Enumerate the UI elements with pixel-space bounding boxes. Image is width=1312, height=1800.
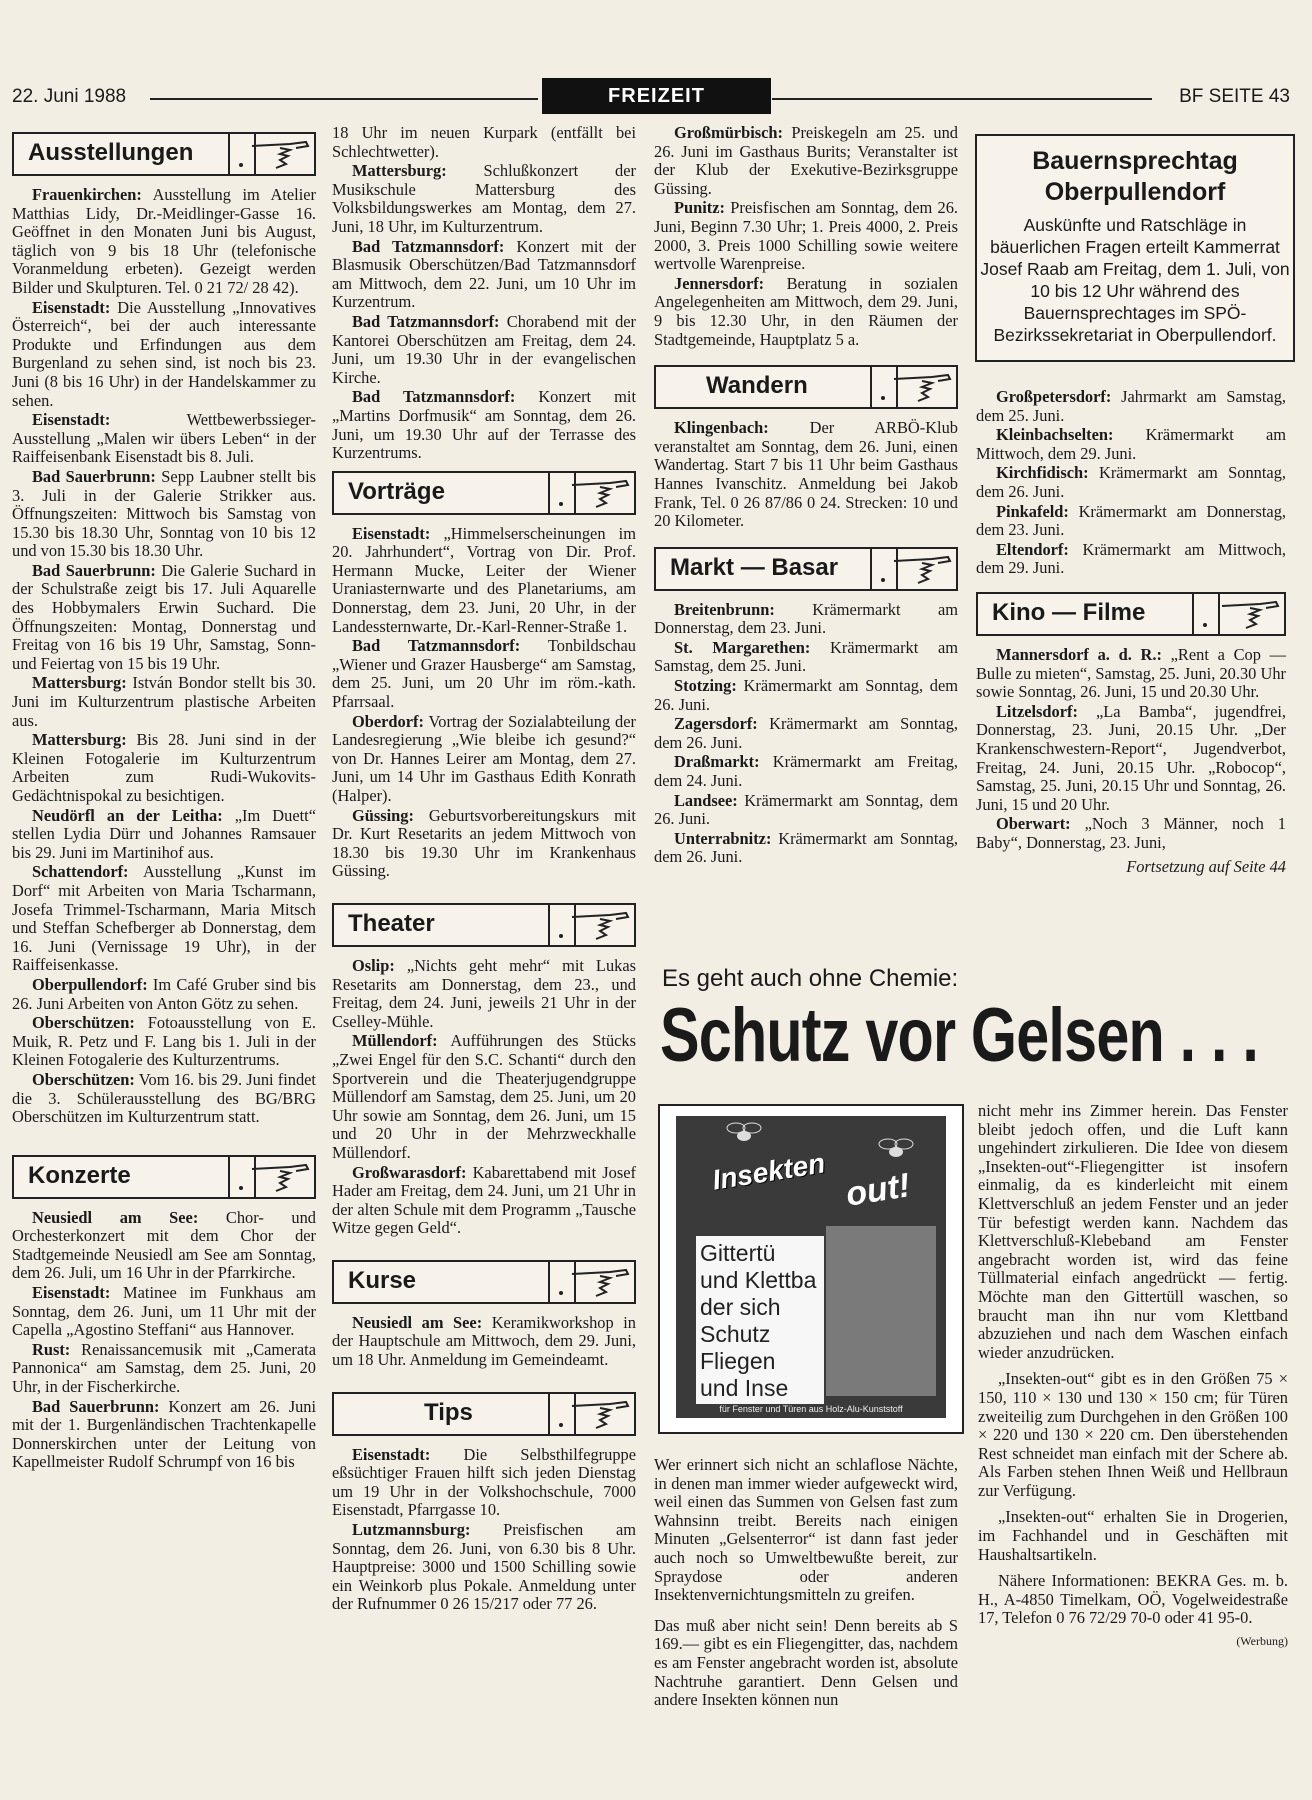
listing-place: Bad Sauerbrunn:: [32, 1396, 160, 1416]
ad-text-right: [978, 1102, 1288, 1652]
listing-text: „Rent a Cop — Bulle zu mieten“, Samstag, 25. Juni, 20.30 Uhr sowie Sonntag, 26. Juni, 15 und 20.30 Uhr.: [976, 644, 1286, 702]
photo-package: [676, 1116, 946, 1418]
listing-entry: [12, 731, 316, 805]
listing-place: Mattersburg:: [32, 730, 127, 750]
section-heading: Markt — Basar: [670, 553, 839, 581]
listing-entry: [654, 419, 958, 531]
listing-entry: [976, 815, 1286, 852]
listing-place: St. Margarethen:: [674, 637, 811, 657]
continued-text: 18 Uhr im neuen Kurpark (entfällt bei Schlechtwetter).: [332, 123, 636, 161]
column-4: [976, 388, 1286, 878]
ad-label: (Werbung): [1236, 1634, 1288, 1649]
ad-headline: Schutz vor Gelsen . . .: [660, 993, 1259, 1078]
listing-place: Draßmarkt:: [674, 752, 760, 772]
listing-entry: [332, 388, 636, 462]
tips-list: [332, 1446, 636, 1614]
ad-paragraph: Das muß aber nicht sein! Denn bereits ab S 169.— gibt es ein Fliegengitter, das, nachdem es am Fenster angebracht worden ist, absolute Nachtruhe garantiert. Denn Gelsen und andere Insekten können nun: [654, 1615, 958, 1710]
listing-text: Vortrag der Sozialabteilung der Landesregierung „Wie bleibe ich gesund?“ von Dr. Hannes Leirer am Montag, dem 27. Juni, um 14 Uhr im Gasthaus Edith Konrath (Halper).: [332, 711, 636, 805]
listing-entry: [12, 1209, 316, 1283]
listing-entry: [332, 1446, 636, 1520]
photo-woman-at-window: [826, 1226, 936, 1396]
listing-text: Aufführungen des Stücks „Zwei Engel für den S.C. Schanti“ durch den Sportverein und die Theaterjugendgruppe Müllendorf am Samstag, dem 25. Juni, um 20 Uhr sowie am Sonntag, dem 26. Juni, um 15 und 20 Uhr in der Mehrzweckhalle Müllendorf.: [332, 1031, 636, 1162]
listing-place: Unterrabnitz:: [674, 828, 772, 848]
box-text: Auskünfte und Ratschläge in bäuerlichen Fragen erteilt Kammerrat Josef Raab am Freitag, dem 1. Juli, von 10 bis 12 Uhr während des Bauernsprechtages im SPÖ-Bezirkssekretariat in Oberpullendorf.: [980, 215, 1290, 345]
header-rule-right: [772, 98, 1152, 100]
listing-place: Großmürbisch:: [674, 123, 783, 142]
listing-place: Güssing:: [352, 805, 414, 825]
listing-entry: [976, 703, 1286, 815]
listing-place: Bad Tatzmannsdorf:: [352, 236, 505, 256]
section-header-kino: [976, 592, 1286, 636]
markt-list: [654, 601, 958, 867]
section-header-markt: [654, 547, 958, 591]
section-header-vortraege: [332, 471, 636, 515]
listing-place: Frauenkirchen:: [32, 185, 142, 204]
section-header-theater: [332, 903, 636, 947]
listing-text: Vom 16. bis 29. Juni findet die 3. Schülerausstellung des BG/BRG Oberschützen im Kulturzentrum statt.: [12, 1069, 316, 1127]
listing-entry: [654, 792, 958, 829]
bauernsprechtag-box: [975, 134, 1295, 362]
listing-text: Krämermarkt am Donnerstag, dem 23. Juni.: [976, 501, 1286, 540]
listing-text: Krämermarkt am Sonntag, dem 26. Juni.: [654, 714, 958, 752]
tips-continued-list: [654, 124, 958, 349]
listing-place: Pinkafeld:: [996, 501, 1069, 521]
pointing-hand-icon: [250, 1161, 310, 1193]
listing-place: Jennersdorf:: [674, 273, 765, 293]
maerkte-list: [976, 388, 1286, 578]
listing-entry: [976, 426, 1286, 463]
listing-text: Tonbildschau „Wiener und Grazer Hausberge“ am Samstag, dem 25. Juni, um 20 Uhr im röm.-kath. Pfarrsaal.: [332, 636, 636, 712]
listing-text: Konzert mit „Martins Dorfmusik“ am Sonntag, dem 26. Juni, um 19.30 Uhr auf der Terrasse des Kurzentrums.: [332, 387, 636, 463]
pointing-hand-icon: [570, 1266, 630, 1298]
listing-text: Wettbewerbssieger-Ausstellung „Malen wir übers Leben“ in der Raiffeisenbank Eisenstadt bis 8. Juli.: [12, 410, 316, 467]
listing-text: Geburtsvorbereitungskurs mit Dr. Kurt Resetarits an jedem Mittwoch von 18.30 bis 19.30 Uhr im Krankenhaus Güssing.: [332, 805, 636, 881]
ad-paragraph: Wer erinnert sich nicht an schlaflose Nächte, in denen man immer wieder aufgeweckt wird, weil einen das Summen von Gelsen fast zum Wahnsinn treibt. Bereits nach einigen Minuten „Gelsenterror“ ist dann fast jeder auch noch so Umweltbewußte bereit, zur Spraydose oder anderen Insektenvernichtungsmitteln zu greifen.: [654, 1455, 958, 1605]
listing-place: Rust:: [32, 1339, 71, 1359]
pointing-hand-icon: [892, 553, 952, 585]
listing-entry: [976, 388, 1286, 425]
section-header-kurse: [332, 1260, 636, 1304]
divider: [1192, 594, 1220, 634]
listing-entry: [332, 1164, 636, 1238]
fly-icon: [724, 1120, 764, 1148]
listing-text: Krämermarkt am Samstag, dem 25. Juni.: [654, 637, 958, 676]
listing-place: Kirchfidisch:: [996, 463, 1089, 483]
section-header-konzerte: [12, 1155, 316, 1199]
listing-text: Sepp Laubner stellt bis 3. Juli in der Galerie Strikker aus. Öffnungszeiten: Mittwoch bis Samstag von 15.30 bis 18.30 Uhr, Sonntag von 10 bis 12 und von 15.30 bis 18.30 Uhr.: [12, 466, 316, 561]
listing-text: Krämermarkt am Sonntag, dem 26. Juni.: [654, 828, 958, 867]
listing-text: „Im Duett“ stellen Lydia Dürr und Johannes Ramsauer bis 29. Juni im Martinihof aus.: [12, 805, 316, 862]
listing-entry: [976, 646, 1286, 702]
listing-text: Beratung in sozialen Angelegenheiten am Mittwoch, dem 29. Juni, 9 bis 12.30 Uhr, in den Räumen der Stadtgemeinde, Hauptplatz 5 a.: [654, 273, 958, 349]
listing-entry: [12, 976, 316, 1013]
listing-text: Preisfischen am Sonntag, dem 26. Juni, von 6.30 bis 8 Uhr. Hauptpreise: 3000 und 1500 Schilling sowie ein Weinkorb plus Pokale. Anmeldung unter der Rufnummer 0 26 15/217 oder 77 26.: [332, 1520, 636, 1614]
section-heading: Ausstellungen: [28, 139, 194, 166]
listing-entry: [654, 199, 958, 273]
listing-place: Oberwart:: [996, 814, 1071, 834]
listing-text: Konzert am 26. Juni mit der 1. Burgenländischen Trachtenkapelle Donnerskirchen unter der Leitung von Kapellmeister Rudolf Schrumpf von 16 bis: [12, 1396, 317, 1472]
listing-text: Preisfischen am Sonntag, dem 26. Juni, Beginn 7.30 Uhr; 1. Preis 4000, 2. Preis 2000, 3. Preis 1000 Schilling sowie weitere wertvolle Warenpreise.: [654, 198, 958, 274]
listing-entry: [332, 957, 636, 1031]
listing-place: Müllendorf:: [352, 1031, 438, 1051]
listing-entry: [12, 468, 316, 561]
listing-place: Bad Tatzmannsdorf:: [352, 636, 521, 656]
listing-place: Großwarasdorf:: [352, 1162, 467, 1182]
listing-entry: [12, 807, 316, 863]
listing-place: Eisenstadt:: [32, 1283, 111, 1303]
konzerte-continued-list: [332, 162, 636, 463]
listing-place: Oberschützen:: [32, 1069, 135, 1089]
listing-entry: [654, 830, 958, 867]
page-header: [12, 78, 1312, 114]
listing-text: Kabarettabend mit Josef Hader am Freitag, dem 24. Juni, um 21 Uhr in der alten Schule mit dem Programm „Tausche Witze gegen Geld“.: [332, 1162, 636, 1238]
ad-text-left: [654, 1456, 958, 1711]
listing-place: Mattersburg:: [32, 673, 127, 693]
listing-place: Stotzing:: [674, 676, 737, 696]
listing-place: Kleinbachselten:: [996, 425, 1114, 445]
ad-paragraph: Nähere Informationen: BEKRA Ges. m. b. H., A-4850 Timelkam, OÖ, Vogelweidestraße 17, Telefon 0 76 72/29 70-0 oder 41 95-0.: [978, 1571, 1288, 1628]
fly-icon: [876, 1136, 916, 1164]
listing-entry: [976, 464, 1286, 501]
listing-entry: [654, 275, 958, 349]
listing-text: „La Bamba“, jugendfrei, Donnerstag, 23. Juni, 20.15 Uhr. „Der Krankenschwestern-Report“, Jugendverbot, Freitag, 24. Juni, 20.15 Uhr. „Robocop“, Samstag, 25. Juni, 20.15 Uhr und Sonntag, 26. Juni, 15 und 20 Uhr.: [976, 701, 1286, 814]
pointing-hand-icon: [1220, 598, 1280, 630]
listing-entry: [654, 601, 958, 638]
listing-entry: [12, 1014, 316, 1070]
continued-note: Fortsetzung auf Seite 44: [1126, 857, 1286, 877]
listing-place: Bad Sauerbrunn:: [32, 560, 156, 580]
section-heading: Kino — Filme: [992, 598, 1146, 626]
section-heading: Tips: [424, 1398, 473, 1426]
listing-place: Lutzmannsburg:: [352, 1520, 471, 1540]
listing-text: „Nichts geht mehr“ mit Lukas Resetarits am Donnerstag, dem 23., und Freitag, dem 24. Juni, jeweils 21 Uhr in der Cselley-Mühle.: [332, 955, 636, 1031]
listing-entry: [12, 1398, 316, 1472]
listing-text: Keramikworkshop in der Hauptschule am Mittwoch, dem 29. Juni, um 18 Uhr. Anmeldung im Gemeindeamt.: [332, 1312, 636, 1370]
listing-place: Bad Tatzmannsdorf:: [352, 311, 500, 331]
package-title: Insekten: [710, 1147, 828, 1196]
listing-entry: [332, 637, 636, 711]
listing-text: Ausstellung „Kunst im Dorf“ mit Arbeiten von Maria Tscharmann, Josefa Trimmel-Tscharmann, Maria Mitsch und Steffan Schefberger ab Donnerstag, dem 16. Juni (Vernissage 19 Uhr), in der Raiffeisenkasse.: [12, 862, 316, 975]
listing-entry: [332, 1521, 636, 1614]
section-header-wandern: [654, 365, 958, 409]
listing-text: Die Galerie Suchard in der Schulstraße zeigt bis 17. Juli Aquarelle des Hobbymalers Erwin Suchard. Die Öffnungszeiten: Montag, Donnerstag und Freitag von 16 bis 19 Uhr, Samstag, Sonn- und Feiertag von 15 bis 19 Uhr.: [12, 560, 317, 673]
listing-text: Bis 28. Juni sind in der Kleinen Fotogalerie im Kulturzentrum Arbeiten zum Rudi-Wukovits-Gedächtnispokal zu besichtigen.: [12, 730, 316, 805]
listing-entry: [332, 1032, 636, 1162]
listing-place: Landsee:: [674, 790, 738, 810]
product-photo: [658, 1104, 964, 1434]
pointing-hand-icon: [250, 138, 310, 170]
listing-place: Mannersdorf a. d. R.:: [996, 644, 1162, 664]
listing-text: Fotoausstellung von E. Muik, R. Petz und F. Lang bis 1. Juli in der Kleinen Fotogalerie des Kulturzentrums.: [12, 1013, 316, 1070]
listing-entry: [654, 124, 958, 198]
listing-place: Punitz:: [674, 198, 725, 218]
listing-entry: [332, 713, 636, 806]
listing-entry: [332, 162, 636, 236]
listing-text: „Himmelserscheinungen im 20. Jahrhundert“, Vortrag von Dir. Prof. Hermann Mucke, Leiter der Wiener Uraniasternwarte und des Planetariums, am Donnerstag, dem 23. Juni, 20 Uhr, in der Landessternwarte, Dr.-Karl-Renner-Straße 1.: [332, 523, 636, 636]
section-heading: Konzerte: [28, 1161, 131, 1189]
listing-place: Eisenstadt:: [352, 523, 431, 543]
listing-entry: [332, 807, 636, 881]
listing-place: Bad Sauerbrunn:: [32, 466, 156, 486]
listing-place: Neusiedl am See:: [352, 1312, 483, 1332]
listing-text: Chor- und Orchesterkonzert mit dem Chor der Stadtgemeinde Neusiedl am See am Sonntag, dem 26. Juli, um 16 Uhr in der Pfarrkirche.: [12, 1207, 316, 1283]
page-number: BF SEITE 43: [1179, 86, 1290, 107]
listing-text: Krämermarkt am Freitag, dem 24. Juni.: [654, 752, 958, 791]
pointing-hand-icon: [570, 909, 630, 941]
section-title: FREIZEIT: [542, 78, 771, 114]
box-title: Bauernsprechtag Oberpullendorf: [1032, 147, 1238, 206]
wandern-list: [654, 419, 958, 531]
listing-entry: [12, 562, 316, 674]
listing-text: Preiskegeln am 25. und 26. Juni im Gasthaus Burits; Veranstalter ist der Klub der Exekutive-Bezirksgruppe Güssing.: [654, 123, 958, 198]
listing-text: Ausstellung im Atelier Matthias Lidy, Dr.-Meidlinger-Gasse 16. Geöffnet in den Monaten Juni bis August, täglich von 9 bis 18 Uhr (telefonische Voranmeldung erbeten). Gezeigt werden Bilder und Skulpturen. Tel. 0 21 72/ 28 42).: [12, 185, 316, 297]
ad-paragraph: „Insekten-out“ gibt es in den Größen 75 × 150, 110 × 130 und 130 × 150 cm; für Türen zweiteilig zum Durchgehen in den Größen 100 × 220 und 130 × 220 cm. Den überstehenden Rest schneidet man einfach mit der Schere ab. Als Farben stehen Ihnen Weiß und Hellbraun zur Verfügung.: [978, 1369, 1288, 1500]
listing-entry: [332, 1314, 636, 1370]
listing-text: Chorabend mit der Kantorei Oberschützen am Freitag, dem 24. Juni, um 19.30 Uhr in der evangelischen Kirche.: [332, 311, 636, 387]
package-footer: für Fenster und Türen aus Holz-Alu-Kunststoff: [719, 1404, 903, 1414]
listing-text: István Bondor stellt bis 30. Juni im Kulturzentrum plastische Arbeiten aus.: [12, 673, 316, 730]
column-2: [332, 124, 636, 1615]
pointing-hand-icon: [570, 1398, 630, 1430]
listing-entry: [332, 313, 636, 387]
listing-place: Mattersburg:: [352, 161, 447, 181]
listing-place: Eisenstadt:: [32, 297, 111, 317]
listing-text: Krämermarkt am Mittwoch, dem 29. Juni.: [976, 539, 1286, 578]
kurse-list: [332, 1314, 636, 1370]
listing-place: Litzelsdorf:: [996, 701, 1078, 721]
package-text: Gittertü und Klettba der sich Schutz Fliegen und Inse: [696, 1236, 824, 1404]
listing-place: Oberpullendorf:: [32, 974, 148, 994]
section-header-ausstellungen: [12, 132, 316, 176]
listing-place: Neudörfl an der Leitha:: [32, 805, 223, 825]
konzerte-list: [12, 1209, 316, 1472]
ad-paragraph: nicht mehr ins Zimmer herein. Das Fenster bleibt jedoch offen, und die Luft kann ungehindert zirkulieren. Die Idee von diesem „Insekten-out“-Fliegengitter ist insofern einmalig, da es kinderleicht mit einem Klettverschluß an jedem Fenster und an jeder Tür befestigt werden kann. Nachdem das Klettverschluß-Klebeband am Fenster angebracht worden ist, wird das feine Tüllmaterial einfach angedrückt — fertig. Möchte man den Gittertüll waschen, so braucht man ihn nur vom Klettband abzuziehen und nach dem Waschen einfach wieder anzudrücken.: [978, 1101, 1288, 1362]
issue-date: 22. Juni 1988: [12, 86, 127, 107]
listing-entry: [12, 674, 316, 730]
section-heading: Kurse: [348, 1266, 417, 1294]
section-heading: Theater: [348, 909, 435, 937]
section-header-tips: [332, 1392, 636, 1436]
section-heading: Vorträge: [348, 477, 445, 505]
listing-entry: [12, 411, 316, 467]
listing-entry: [12, 1284, 316, 1340]
column-1: [12, 124, 316, 1473]
listing-text: Krämermarkt am Sonntag, dem 26. Juni.: [654, 676, 958, 714]
vortraege-list: [332, 525, 636, 881]
listing-place: Breitenbrunn:: [674, 599, 775, 619]
listing-place: Eisenstadt:: [32, 410, 111, 430]
listing-place: Neusiedl am See:: [32, 1207, 199, 1227]
package-title-out: out!: [843, 1166, 913, 1214]
listing-entry: [12, 1071, 316, 1127]
listing-text: „Noch 3 Männer, noch 1 Baby“, Donnerstag, 23. Juni,: [976, 814, 1286, 852]
listing-text: Renaissancemusik mit „Camerata Pannonica“ am Samstag, dem 25. Juni, 20 Uhr, in der Fischerkirche.: [12, 1339, 316, 1397]
listing-entry: [654, 639, 958, 676]
ad-paragraph: „Insekten-out“ erhalten Sie in Drogerien, im Fachhandel und in Geschäften mit Haushaltsartikeln.: [978, 1507, 1288, 1564]
listing-text: Jahrmarkt am Samstag, dem 25. Juni.: [976, 387, 1286, 425]
listing-place: Großpetersdorf:: [996, 387, 1112, 406]
listing-entry: [654, 753, 958, 790]
kino-list: [976, 646, 1286, 853]
listing-text: Die Selbsthilfegruppe eßsüchtiger Frauen hilft sich jeden Dienstag um 19 Uhr in der Volkshochschule, 7000 Eisenstadt, Pfarrgasse 10.: [332, 1444, 636, 1520]
pointing-hand-icon: [570, 477, 630, 509]
section-heading: Wandern: [706, 372, 808, 400]
listing-place: Schattendorf:: [32, 862, 129, 882]
listing-text: Konzert mit der Blasmusik Oberschützen/Bad Tatzmannsdorf am Mittwoch, dem 22. Juni, um 10 Uhr im Kurzentrum.: [332, 236, 636, 312]
listing-text: Krämermarkt am Mittwoch, dem 29. Juni.: [976, 425, 1286, 463]
listing-text: Krämermarkt am Sonntag, dem 26. Juni.: [976, 463, 1286, 501]
listing-entry: [976, 541, 1286, 578]
listing-text: Der ARBÖ-Klub veranstaltet am Sonntag, dem 26. Juni, einen Wandertag. Start 7 bis 11 Uhr beim Gasthaus Hannes Ivanschitz. Anmeldung bei Jakob Frank, Tel. 0 26 87/86 0 24. Strecken: 10 und 20 Kilometer.: [654, 418, 958, 531]
listing-place: Oberschützen:: [32, 1013, 135, 1033]
listing-place: Klingenbach:: [674, 418, 769, 438]
listing-text: Im Café Gruber sind bis 26. Juni Arbeiten von Anton Götz zu sehen.: [12, 974, 316, 1013]
pointing-hand-icon: [892, 371, 952, 403]
listing-place: Eltendorf:: [996, 539, 1069, 559]
ausstellungen-list: [12, 186, 316, 1127]
listing-entry: [12, 299, 316, 411]
listing-text: Krämermarkt am Donnerstag, dem 23. Juni.: [654, 599, 958, 638]
header-rule-left: [150, 98, 538, 100]
listing-entry: [654, 677, 958, 714]
listing-entry: [654, 715, 958, 752]
listing-place: Oberdorf:: [352, 711, 424, 731]
listing-place: Eisenstadt:: [352, 1444, 431, 1464]
listing-place: Bad Tatzmannsdorf:: [352, 387, 516, 407]
listing-entry: [976, 503, 1286, 540]
listing-entry: [12, 863, 316, 975]
listing-entry: [332, 238, 636, 312]
theater-list: [332, 957, 636, 1238]
listing-entry: [332, 525, 636, 637]
listing-text: Die Ausstellung „Innovatives Österreich“, bei der auch interessante Produkte und Erfindungen aus dem Burgenland zu sehen sind, ist noch bis 23. Juni (8 bis 16 Uhr) in der Handelskammer zu sehen.: [12, 297, 316, 410]
listing-place: Zagersdorf:: [674, 714, 758, 734]
listing-place: Oslip:: [352, 955, 395, 975]
column-3: [654, 124, 958, 868]
listing-entry: [12, 186, 316, 298]
listing-text: Krämermarkt am Sonntag, dem 26. Juni.: [654, 790, 958, 829]
listing-entry: [12, 1341, 316, 1397]
ad-kicker: Es geht auch ohne Chemie:: [662, 965, 959, 992]
listing-text: Matinee im Funkhaus am Sonntag, dem 26. Juni, um 11 Uhr mit der Capella „Agostino Steffani“ aus Hannover.: [12, 1283, 316, 1340]
listing-text: Schlußkonzert der Musikschule Mattersburg des Volksbildungswerkes am Montag, dem 27. Juni, 18 Uhr, im Kulturzentrum.: [332, 161, 636, 236]
